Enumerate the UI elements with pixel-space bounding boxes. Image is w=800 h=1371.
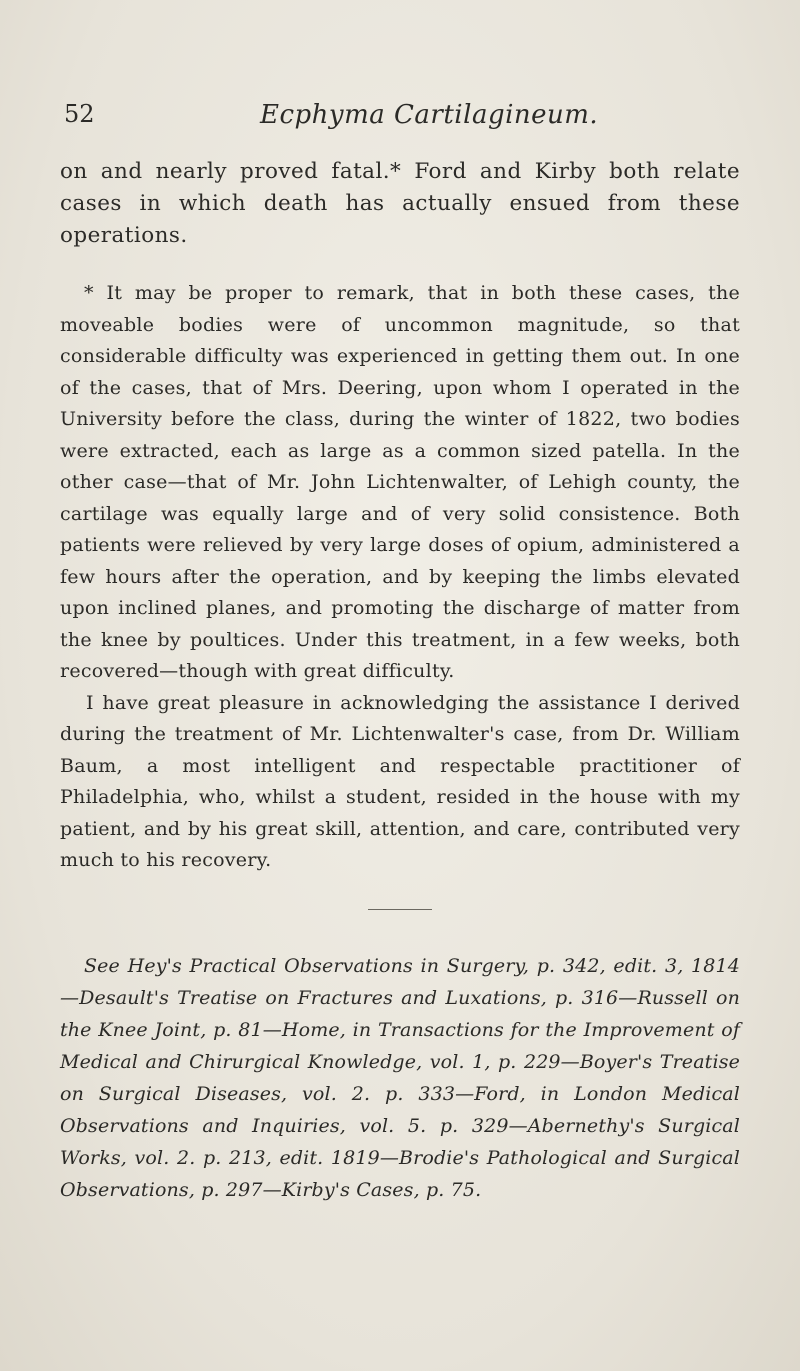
page-number: 52 [64,100,95,128]
running-head [60,100,740,140]
section-divider [368,909,432,910]
running-title: Ecphyma Cartilagineum. [260,100,599,130]
body-paragraph: on and nearly proved fatal.* Ford and Kirby both relate cases in which death has actually ensued from these operations. [60,159,740,248]
references-paragraph: See Hey's Practical Observations in Surgery, p. 342, edit. 3, 1814—Desault's Treatise on Fractures and Luxations, p. 316—Russell on the Knee Joint, p. 81—Home, in Transactions for the Improvement of Medical and Chirurgical Knowledge, vol. 1, p. 229—Boyer's Treatise on Surgical Diseases, vol. 2. p. 333—Ford, in London Medical Observations and Inquiries, vol. 5. p. 329—Abernethy's Surgical Works, vol. 2. p. 213, edit. 1819—Brodie's Pathological and Surgical Observations, p. 297—Kirby's Cases, p. 75. [60,954,740,1201]
footnote-paragraph-1: * It may be proper to remark, that in both these cases, the moveable bodies were of uncommon magnitude, so that considerable difficulty was experienced in getting them out. In one of the cases, that of Mrs. Deering, upon whom I operated in the University before the class, during the winter of 1822, two bodies were extracted, each as large as a common sized patella. In the other case—that of Mr. John Lichtenwalter, of Lehigh county, the cartilage was equally large and of very solid consistence. Both patients were relieved by very large doses of opium, administered a few hours after the operation, and by keeping the limbs elevated upon inclined planes, and promoting the discharge of matter from the knee by poultices. Under this treatment, in a few weeks, both recovered—though with great difficulty. [60,282,740,682]
footnote-paragraph-2: I have great pleasure in acknowledging the assistance I derived during the treatment of Mr. Lichtenwalter's case, from Dr. William Baum, a most intelligent and respectable practitioner of Philadelphia, who, whilst a student, resided in the house with my patient, and by his great skill, attention, and care, contributed very much to his recovery. [60,691,740,871]
